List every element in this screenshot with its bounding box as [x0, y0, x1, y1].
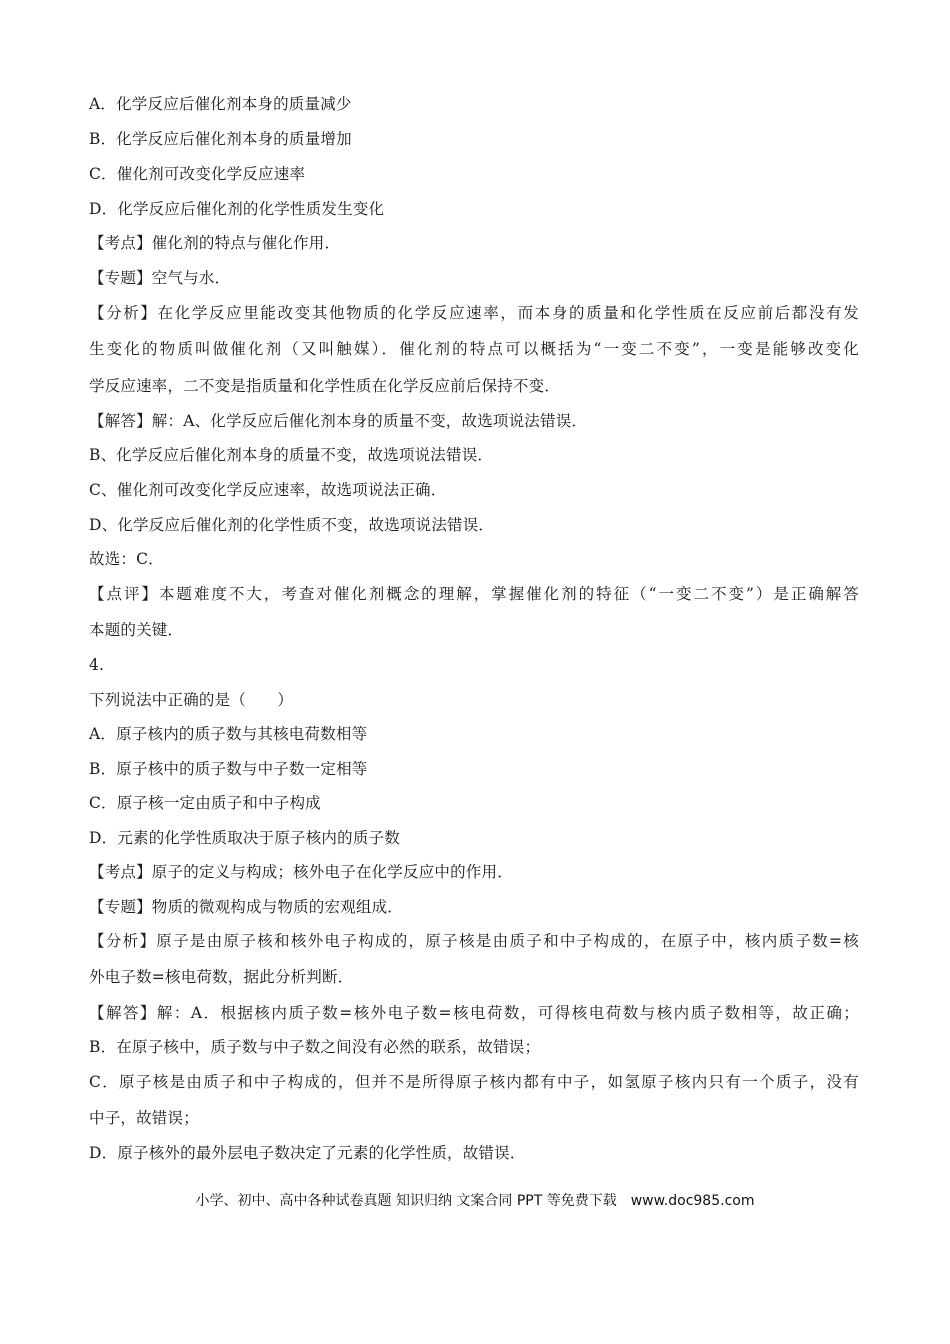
- q3-fenxi-line-3: 学反应速率，二不变是指质量和化学性质在化学反应前后保持不变．: [89, 377, 561, 395]
- q4-jieda-line-1: 【解答】解：A．根据核内质子数=核外电子数=核电荷数，可得核电荷数与核内质子数相等，故正确；: [89, 1004, 859, 1022]
- q4-fenxi-line-1: 【分析】原子是由原子核和核外电子构成的，原子核是由质子和中子构成的，在原子中，核内质子数=核: [89, 932, 859, 950]
- q4-option-d: D．元素的化学性质取决于原子核内的质子数: [89, 829, 400, 847]
- q4-option-c: C．原子核一定由质子和中子构成: [89, 794, 321, 812]
- q4-stem: 下列说法中正确的是（ ）: [89, 691, 294, 709]
- q3-dianping-line-1: 【点评】本题难度不大，考查对催化剂概念的理解，掌握催化剂的特征（“一变二不变”）是正确解答: [89, 585, 859, 603]
- q3-option-a: A．化学反应后催化剂本身的质量减少: [89, 95, 352, 113]
- q3-fenxi-line-2: 生变化的物质叫做催化剂（又叫触媒）．催化剂的特点可以概括为“一变二不变”，一变是能够改变化: [89, 340, 859, 358]
- q4-zhuanti: 【专题】物质的微观构成与物质的宏观组成．: [89, 898, 404, 916]
- q3-answer: 故选：C．: [89, 550, 164, 568]
- q4-number: 4.: [89, 656, 105, 674]
- q4-jieda-line-3: C．原子核是由质子和中子构成的，但并不是所得原子核内都有中子，如氢原子核内只有一个质子，没有: [89, 1073, 859, 1091]
- q3-dianping-line-2: 本题的关键．: [89, 621, 184, 639]
- q4-jieda-line-5: D．原子核外的最外层电子数决定了元素的化学性质，故错误．: [89, 1144, 526, 1162]
- q3-jieda-line-2: B、化学反应后催化剂本身的质量不变，故选项说法错误．: [89, 446, 494, 464]
- q3-option-d: D．化学反应后催化剂的化学性质发生变化: [89, 200, 385, 218]
- q3-zhuanti: 【专题】空气与水．: [89, 269, 231, 287]
- q3-jieda-line-4: D、化学反应后催化剂的化学性质不变，故选项说法错误．: [89, 516, 495, 534]
- page-footer: 小学、初中、高中各种试卷真题 知识归纳 文案合同 PPT 等免费下载 www.doc985.com: [195, 1193, 755, 1209]
- q4-option-a: A．原子核内的质子数与其核电荷数相等: [89, 725, 368, 743]
- q4-jieda-line-2: B．在原子核中，质子数与中子数之间没有必然的联系，故错误；: [89, 1038, 541, 1056]
- q4-fenxi-line-2: 外电子数=核电荷数，据此分析判断．: [89, 968, 354, 986]
- q3-kaodian: 【考点】催化剂的特点与催化作用．: [89, 234, 341, 252]
- q4-option-b: B．原子核中的质子数与中子数一定相等: [89, 760, 368, 778]
- q3-fenxi-line-1: 【分析】在化学反应里能改变其他物质的化学反应速率，而本身的质量和化学性质在反应前后都没有发: [89, 304, 859, 322]
- q3-jieda-line-1: 【解答】解：A、化学反应后催化剂本身的质量不变，故选项说法错误．: [89, 412, 588, 430]
- q4-jieda-line-4: 中子，故错误；: [89, 1109, 199, 1127]
- q3-option-c: C．催化剂可改变化学反应速率: [89, 165, 306, 183]
- q4-kaodian: 【考点】原子的定义与构成；核外电子在化学反应中的作用．: [89, 863, 513, 881]
- q3-jieda-line-3: C、催化剂可改变化学反应速率，故选项说法正确．: [89, 481, 447, 499]
- q3-option-b: B．化学反应后催化剂本身的质量增加: [89, 130, 352, 148]
